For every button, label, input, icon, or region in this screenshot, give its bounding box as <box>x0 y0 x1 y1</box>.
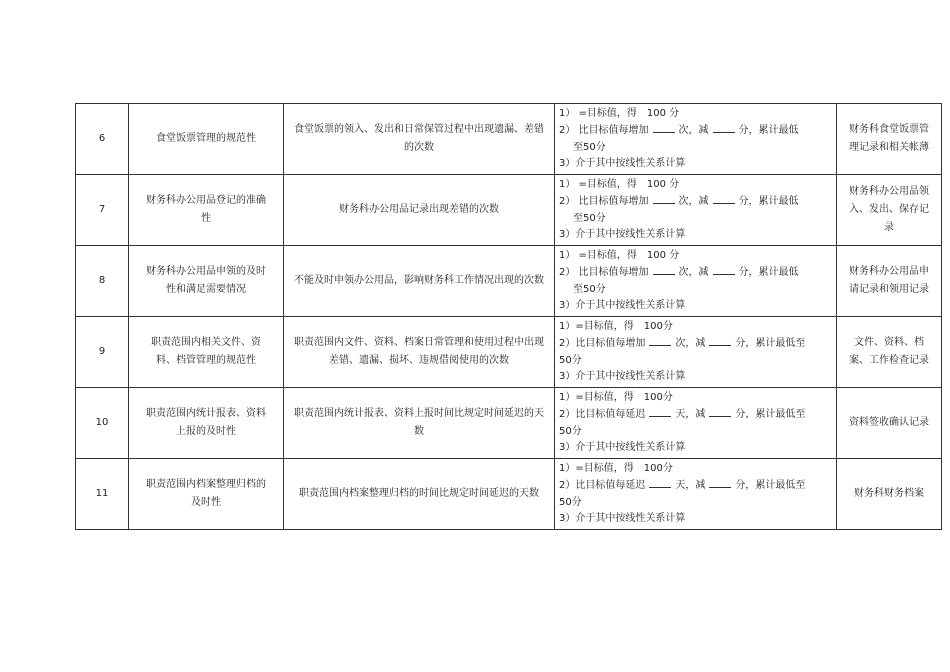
data-source: 文件、资料、档案、工作检查记录 <box>837 317 942 388</box>
row-number: 8 <box>76 246 129 317</box>
rule-line-2 <box>559 193 832 211</box>
indicator-name: 财务科办公用品登记的准确性 <box>129 175 284 246</box>
rule-line-3: 3）介于其中按线性关系计算 <box>559 158 686 169</box>
rule-line-3: 3）介于其中按线性关系计算 <box>559 442 686 453</box>
row-number: 7 <box>76 175 129 246</box>
blank-underline <box>653 193 675 204</box>
indicator-name: 职责范围内相关文件、资料、档管管理的规范性 <box>129 317 284 388</box>
rule-line-2-part-b: 天，减 <box>675 480 706 491</box>
rule-line-2-cont: 至50分 <box>573 212 606 224</box>
rule-line-3: 3）介于其中按线性关系计算 <box>559 513 686 524</box>
rule-line-2-part-a: 2） 比目标值每增加 <box>559 125 649 136</box>
rule-line-1: 1） =目标值，得 100 分 <box>559 178 680 190</box>
rule-line-3: 3）介于其中按线性关系计算 <box>559 371 686 382</box>
rule-line-2-part-c: 分，累计最低至 <box>735 338 806 349</box>
indicator-definition: 不能及时申领办公用品，影响财务科工作情况出现的次数 <box>284 246 555 317</box>
blank-underline <box>709 477 731 488</box>
rule-line-2 <box>559 335 832 353</box>
indicator-definition: 财务科办公用品记录出现差错的次数 <box>284 175 555 246</box>
rule-line-2-part-a: 2）比目标值每延迟 <box>559 409 646 420</box>
data-source: 财务科办公用品申请记录和领用记录 <box>837 246 942 317</box>
indicator-definition: 职责范围内文件、资料、档案日常管理和使用过程中出现差错、遗漏、损坏、违规借阅使用的次数 <box>284 317 555 388</box>
table-row <box>76 317 942 388</box>
blank-underline <box>713 122 735 133</box>
rule-line-1: 1） =目标值，得 100 分 <box>559 249 680 261</box>
data-source: 财务科财务档案 <box>837 459 942 530</box>
rule-line-1: 1）=目标值，得 100分 <box>559 462 673 474</box>
row-number: 11 <box>76 459 129 530</box>
row-number: 9 <box>76 317 129 388</box>
rule-line-2-cont: 至50分 <box>573 283 606 295</box>
blank-underline <box>649 406 671 417</box>
blank-underline <box>709 406 731 417</box>
blank-underline <box>709 335 731 346</box>
rule-line-3: 3）介于其中按线性关系计算 <box>559 300 686 311</box>
scoring-rule <box>555 104 837 175</box>
data-source: 财务科食堂饭票管理记录和相关帐薄 <box>837 104 942 175</box>
rule-line-2-part-b: 次，减 <box>678 267 709 278</box>
rule-line-2 <box>559 477 832 495</box>
rule-line-2-part-b: 次，减 <box>678 196 709 207</box>
indicator-definition: 食堂饭票的领入、发出和日常保管过程中出现遗漏、差错的次数 <box>284 104 555 175</box>
data-source: 资料签收确认记录 <box>837 388 942 459</box>
indicator-name: 职责范围内统计报表、资料上报的及时性 <box>129 388 284 459</box>
table-row <box>76 246 942 317</box>
rule-line-2 <box>559 264 832 282</box>
table-row <box>76 175 942 246</box>
rule-line-2-part-b: 天，减 <box>675 409 706 420</box>
rule-line-2 <box>559 122 832 140</box>
rule-line-2-cont: 50分 <box>559 354 582 366</box>
scoring-rule <box>555 388 837 459</box>
blank-underline <box>653 122 675 133</box>
scoring-rule <box>555 175 837 246</box>
indicator-name: 职责范围内档案整理归档的及时性 <box>129 459 284 530</box>
data-source: 财务科办公用品领入、发出、保存记录 <box>837 175 942 246</box>
rule-line-2-cont: 50分 <box>559 496 582 508</box>
row-number: 6 <box>76 104 129 175</box>
table-row <box>76 388 942 459</box>
rule-line-1: 1） =目标值，得 100 分 <box>559 107 680 119</box>
blank-underline <box>649 335 671 346</box>
rule-line-2-part-a: 2）比目标值每增加 <box>559 338 646 349</box>
indicator-name: 财务科办公用品申领的及时性和满足需要情况 <box>129 246 284 317</box>
blank-underline <box>713 264 735 275</box>
indicator-definition: 职责范围内统计报表、资料上报时间比规定时间延迟的天数 <box>284 388 555 459</box>
indicator-definition: 职责范围内档案整理归档的时间比规定时间延迟的天数 <box>284 459 555 530</box>
rule-line-3: 3）介于其中按线性关系计算 <box>559 229 686 240</box>
scoring-rule <box>555 246 837 317</box>
kpi-table <box>75 103 942 530</box>
table-row <box>76 459 942 530</box>
rule-line-2-part-a: 2） 比目标值每增加 <box>559 196 649 207</box>
blank-underline <box>653 264 675 275</box>
table-row <box>76 104 942 175</box>
row-number: 10 <box>76 388 129 459</box>
blank-underline <box>713 193 735 204</box>
rule-line-2 <box>559 406 832 424</box>
rule-line-2-part-c: 分，累计最低 <box>738 196 799 207</box>
blank-underline <box>649 477 671 488</box>
rule-line-2-part-a: 2）比目标值每延迟 <box>559 480 646 491</box>
rule-line-1: 1）=目标值，得 100分 <box>559 391 673 403</box>
rule-line-2-cont: 50分 <box>559 425 582 437</box>
rule-line-2-part-b: 次，减 <box>675 338 706 349</box>
rule-line-2-part-c: 分，累计最低 <box>738 125 799 136</box>
scoring-rule <box>555 459 837 530</box>
scoring-rule <box>555 317 837 388</box>
indicator-name: 食堂饭票管理的规范性 <box>129 104 284 175</box>
rule-line-2-part-a: 2） 比目标值每增加 <box>559 267 649 278</box>
rule-line-1: 1）=目标值，得 100分 <box>559 320 673 332</box>
rule-line-2-part-b: 次，减 <box>678 125 709 136</box>
rule-line-2-cont: 至50分 <box>573 141 606 153</box>
rule-line-2-part-c: 分，累计最低至 <box>735 409 806 420</box>
rule-line-2-part-c: 分，累计最低至 <box>735 480 806 491</box>
rule-line-2-part-c: 分，累计最低 <box>738 267 799 278</box>
